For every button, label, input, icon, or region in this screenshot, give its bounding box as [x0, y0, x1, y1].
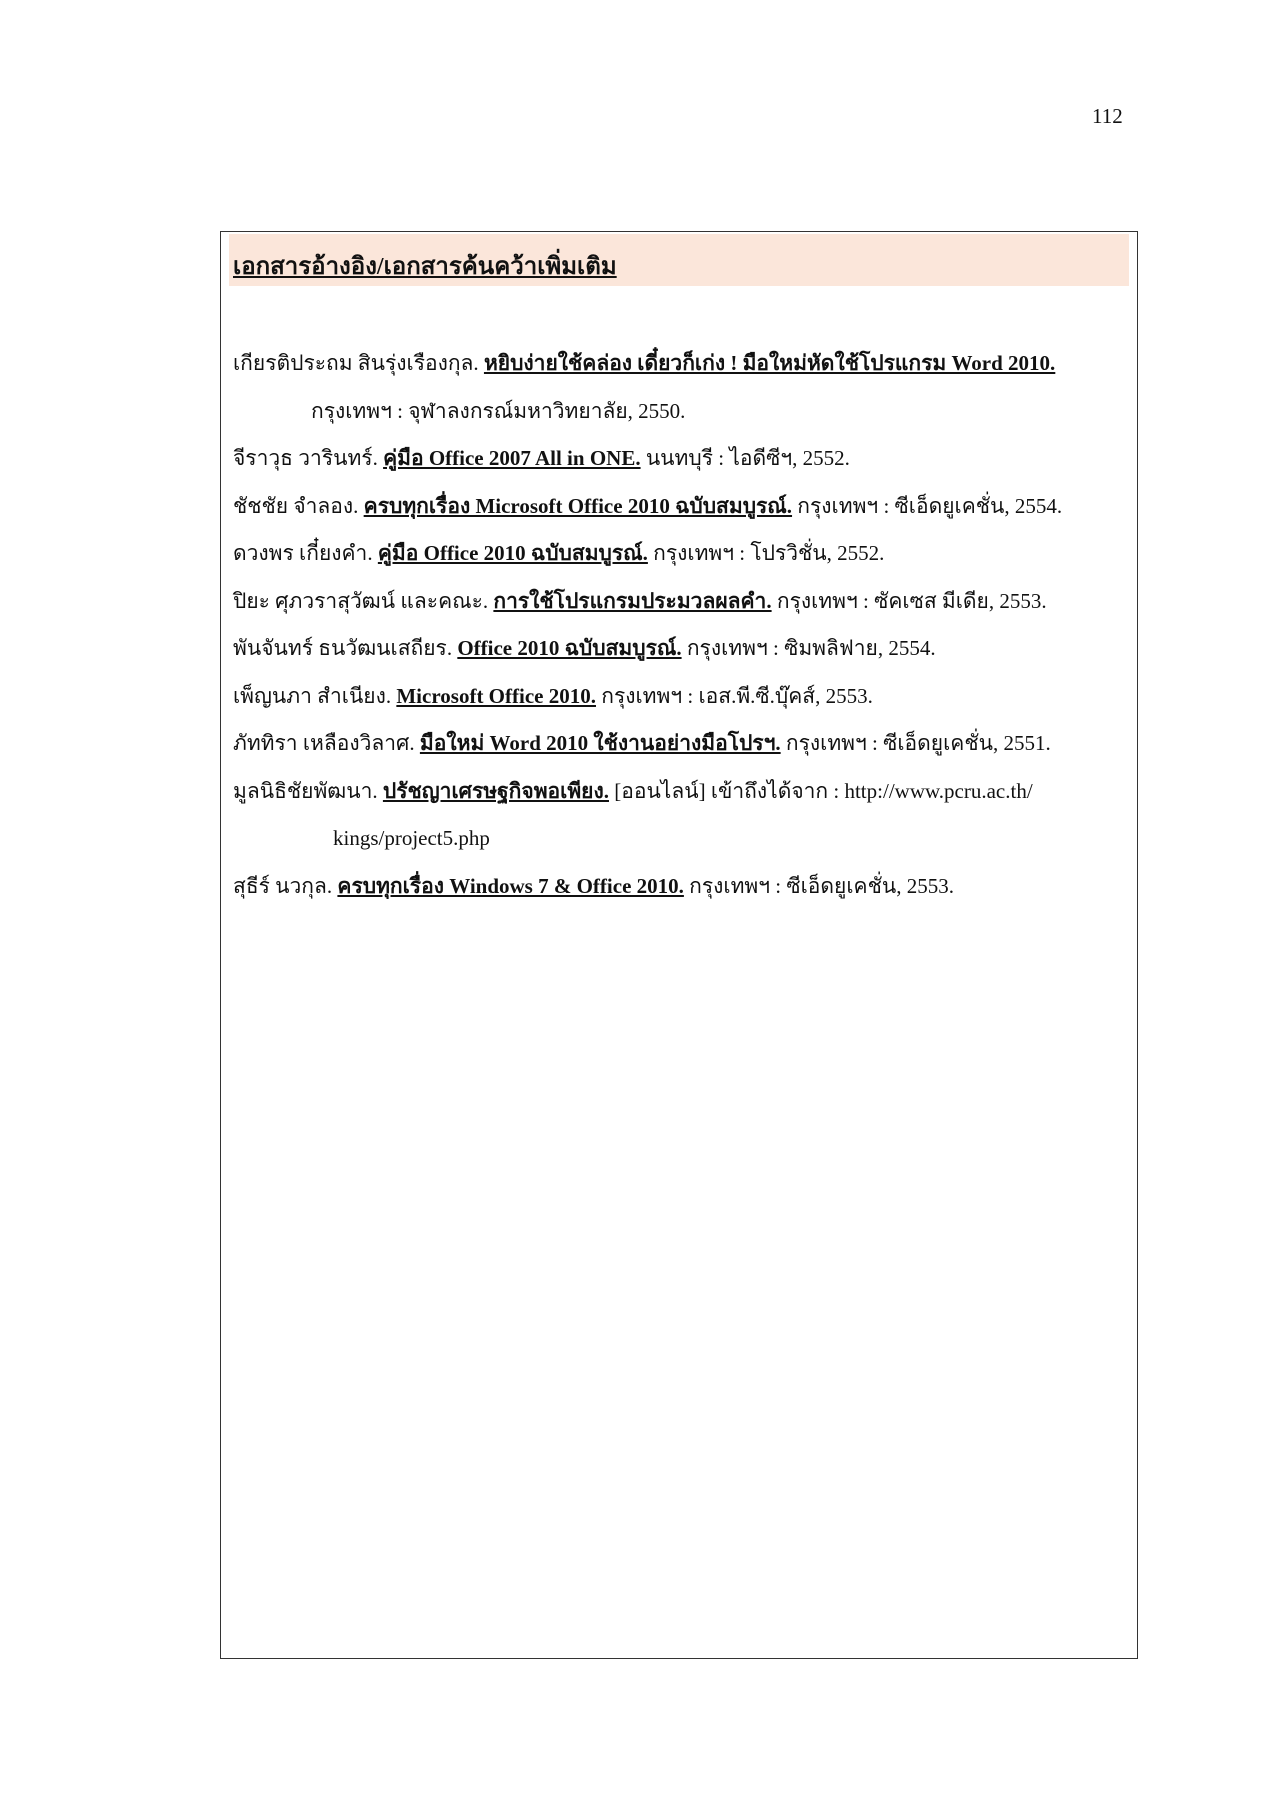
ref-author: สุธีร์ นวกุล. [233, 873, 333, 898]
ref-title: Microsoft Office 2010. [396, 683, 596, 708]
ref-author: ภัททิรา เหลืองวิลาศ. [233, 731, 415, 755]
ref-title: ครบทุกเรื่อง Windows 7 & Office 2010. [337, 873, 684, 898]
reference-list [233, 340, 1133, 910]
ref-author: ดวงพร เกี๋ยงคำ. [233, 541, 373, 565]
ref-publisher: กรุงเทพฯ : ซัคเซส มีเดีย, 2553. [776, 588, 1047, 613]
ref-author: พันจันทร์ ธนวัฒนเสถียร. [233, 636, 453, 660]
reference-entry [233, 768, 1133, 816]
ref-publisher: กรุงเทพฯ : โปรวิชั่น, 2552. [653, 541, 885, 565]
ref-author: มูลนิธิชัยพัฒนา. [233, 778, 378, 803]
reference-entry [233, 578, 1133, 626]
ref-publisher: [ออนไลน์] เข้าถึงได้จาก : http://www.pcru.ac.th/ [614, 778, 1033, 803]
ref-title: การใช้โปรแกรมประมวลผลคำ. [493, 588, 772, 613]
ref-publisher: กรุงเทพฯ : เอส.พี.ซี.บุ๊คส์, 2553. [601, 683, 873, 708]
section-header [229, 234, 1129, 286]
page-number: 112 [1092, 104, 1123, 128]
ref-title: ครบทุกเรื่อง Microsoft Office 2010 ฉบับสมบูรณ์. [363, 493, 793, 518]
ref-publisher: กรุงเทพฯ : ซิมพลิฟาย, 2554. [686, 636, 936, 660]
section-title: เอกสารอ้างอิง/เอกสารค้นคว้าเพิ่มเติม [233, 254, 617, 280]
ref-author: เกียรติประถม สินรุ่งเรืองกุล. [233, 351, 479, 375]
ref-author: จีราวุธ วารินทร์. [233, 446, 378, 470]
ref-title: หยิบง่ายใช้คล่อง เดี๋ยวก็เก่ง ! มือใหม่หัดใช้โปรแกรม Word 2010. [483, 351, 1056, 375]
ref-title: ปรัชญาเศรษฐกิจพอเพียง. [382, 778, 609, 803]
reference-entry [233, 530, 1133, 578]
reference-box [220, 231, 1138, 1659]
ref-author: ปิยะ ศุภวราสุวัฒน์ และคณะ. [233, 588, 489, 613]
ref-title: มือใหม่ Word 2010 ใช้งานอย่างมือโปรฯ. [419, 731, 781, 755]
reference-entry [233, 435, 1133, 483]
reference-entry [233, 720, 1133, 768]
reference-entry [233, 340, 1133, 388]
reference-entry [233, 625, 1133, 673]
reference-entry [233, 483, 1133, 531]
ref-author: ชัชชัย จำลอง. [233, 493, 359, 518]
ref-publisher: กรุงเทพฯ : ซีเอ็ดยูเคชั่น, 2551. [785, 731, 1051, 755]
ref-publisher: กรุงเทพฯ : ซีเอ็ดยูเคชั่น, 2553. [689, 873, 954, 898]
reference-continuation: kings/project5.php [333, 826, 490, 850]
reference-continuation: กรุงเทพฯ : จุฬาลงกรณ์มหาวิทยาลัย, 2550. [311, 398, 686, 423]
ref-title: คู่มือ Office 2010 ฉบับสมบูรณ์. [377, 541, 648, 565]
ref-title: คู่มือ Office 2007 All in ONE. [383, 446, 641, 470]
ref-publisher: กรุงเทพฯ : ซีเอ็ดยูเคชั่น, 2554. [797, 493, 1063, 518]
reference-entry [233, 863, 1133, 911]
ref-publisher: นนทบุรี : ไอดีซีฯ, 2552. [645, 446, 850, 470]
reference-entry [233, 673, 1133, 721]
ref-title: Office 2010 ฉบับสมบูรณ์. [457, 636, 682, 660]
ref-author: เพ็ญนภา สำเนียง. [233, 683, 392, 708]
